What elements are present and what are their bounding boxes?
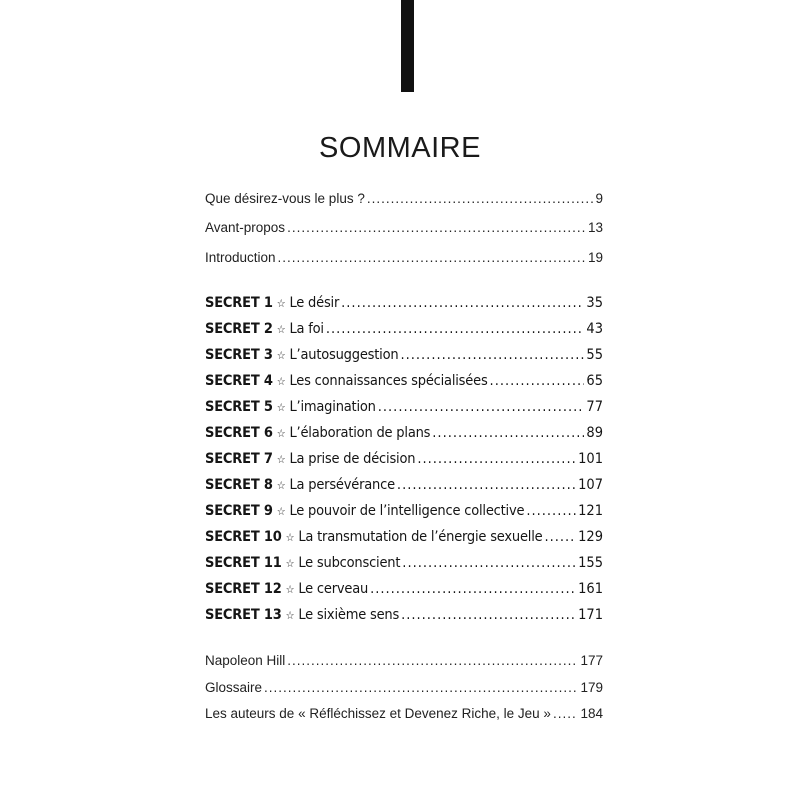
star-icon: ☆	[285, 583, 295, 596]
toc-entry-label: Avant-propos	[205, 220, 286, 235]
toc-entry-page: 101	[578, 451, 603, 467]
toc-entry-page: 19	[587, 250, 603, 265]
toc-entry-secret-8[interactable]	[205, 477, 603, 493]
star-icon: ☆	[276, 375, 286, 388]
secret-number: SECRET 8	[205, 477, 273, 493]
secret-number: SECRET 13	[205, 607, 282, 623]
toc-entry-page: 43	[586, 321, 603, 337]
secret-title: Les connaissances spécialisées	[289, 373, 488, 389]
secret-title: Le sixième sens	[298, 607, 400, 623]
toc-entry-page: 35	[586, 295, 603, 311]
dot-leader	[264, 680, 578, 695]
toc-entry-front-1[interactable]	[205, 220, 603, 235]
dot-leader	[401, 607, 576, 623]
toc-entry-page: 9	[595, 191, 603, 206]
table-of-contents	[205, 0, 603, 800]
dot-leader	[287, 220, 586, 235]
toc-entry-label: Les auteurs de « Réfléchissez et Devenez Riche, le Jeu »	[205, 706, 551, 721]
secret-number: SECRET 12	[205, 581, 282, 597]
secret-number: SECRET 6	[205, 425, 273, 441]
secret-number: SECRET 1	[205, 295, 273, 311]
secret-number: SECRET 7	[205, 451, 273, 467]
toc-entry-back-2[interactable]	[205, 706, 603, 721]
dot-leader	[397, 477, 576, 493]
dot-leader	[400, 347, 584, 363]
toc-entry-page: 171	[578, 607, 603, 623]
secret-title: La prise de décision	[289, 451, 416, 467]
star-icon: ☆	[276, 453, 286, 466]
star-icon: ☆	[276, 297, 286, 310]
toc-entry-label: Introduction	[205, 250, 276, 265]
secret-number: SECRET 3	[205, 347, 273, 363]
toc-entry-secret-11[interactable]	[205, 555, 603, 571]
star-icon: ☆	[285, 557, 295, 570]
dot-leader	[378, 399, 585, 415]
toc-entry-secret-9[interactable]	[205, 503, 603, 519]
dot-leader	[544, 529, 576, 545]
toc-entry-page: 177	[580, 653, 603, 668]
star-icon: ☆	[276, 349, 286, 362]
dot-leader	[326, 321, 585, 337]
toc-entry-front-0[interactable]	[205, 191, 603, 206]
star-icon: ☆	[276, 401, 286, 414]
secret-title: La persévérance	[289, 477, 395, 493]
page-title: SOMMAIRE	[319, 132, 481, 165]
toc-entry-page: 179	[580, 680, 603, 695]
star-icon: ☆	[285, 609, 295, 622]
star-icon: ☆	[276, 479, 286, 492]
toc-entry-page: 161	[578, 581, 603, 597]
secret-number: SECRET 10	[205, 529, 282, 545]
toc-entry-secret-6[interactable]	[205, 425, 603, 441]
toc-entry-page: 155	[578, 555, 603, 571]
dot-leader	[370, 581, 576, 597]
toc-entry-back-1[interactable]	[205, 680, 603, 695]
secret-number: SECRET 11	[205, 555, 282, 571]
toc-entry-secret-3[interactable]	[205, 347, 603, 363]
star-icon: ☆	[276, 427, 286, 440]
secret-title: Le subconscient	[298, 555, 401, 571]
secret-title: Le pouvoir de l’intelligence collective	[289, 503, 525, 519]
toc-entry-page: 55	[586, 347, 603, 363]
secret-title: L’élaboration de plans	[289, 425, 431, 441]
dot-leader	[553, 706, 579, 721]
toc-entry-page: 77	[586, 399, 603, 415]
dot-leader	[367, 191, 594, 206]
toc-entry-page: 129	[578, 529, 603, 545]
star-icon: ☆	[276, 323, 286, 336]
secret-number: SECRET 2	[205, 321, 273, 337]
dot-leader	[432, 425, 584, 441]
secret-number: SECRET 5	[205, 399, 273, 415]
toc-entry-secret-10[interactable]	[205, 529, 603, 545]
toc-entry-secret-4[interactable]	[205, 373, 603, 389]
toc-entry-secret-7[interactable]	[205, 451, 603, 467]
toc-entry-label: Napoleon Hill	[205, 653, 286, 668]
toc-entry-page: 13	[587, 220, 603, 235]
dot-leader	[526, 503, 576, 519]
secret-title: Le cerveau	[298, 581, 369, 597]
secret-number: SECRET 4	[205, 373, 273, 389]
toc-entry-secret-12[interactable]	[205, 581, 603, 597]
toc-entry-label: Que désirez-vous le plus ?	[205, 191, 365, 206]
toc-entry-secret-13[interactable]	[205, 607, 603, 623]
toc-entry-secret-1[interactable]	[205, 295, 603, 311]
toc-entry-front-2[interactable]	[205, 250, 603, 265]
dot-leader	[402, 555, 576, 571]
toc-entry-label: Glossaire	[205, 680, 263, 695]
secret-title: La foi	[289, 321, 324, 337]
toc-entry-page: 89	[586, 425, 603, 441]
star-icon: ☆	[285, 531, 295, 544]
secret-number: SECRET 9	[205, 503, 273, 519]
toc-entry-page: 107	[578, 477, 603, 493]
dot-leader	[490, 373, 585, 389]
star-icon: ☆	[276, 505, 286, 518]
dot-leader	[278, 250, 586, 265]
dot-leader	[341, 295, 584, 311]
toc-entry-secret-5[interactable]	[205, 399, 603, 415]
toc-entry-page: 65	[586, 373, 603, 389]
secret-title: La transmutation de l’énergie sexuelle	[298, 529, 543, 545]
toc-entry-secret-2[interactable]	[205, 321, 603, 337]
secret-title: L’imagination	[289, 399, 376, 415]
secret-title: L’autosuggestion	[289, 347, 399, 363]
toc-entry-page: 184	[580, 706, 603, 721]
secret-title: Le désir	[289, 295, 340, 311]
dot-leader	[417, 451, 576, 467]
dot-leader	[287, 653, 578, 668]
toc-entry-back-0[interactable]	[205, 653, 603, 668]
toc-entry-page: 121	[578, 503, 603, 519]
